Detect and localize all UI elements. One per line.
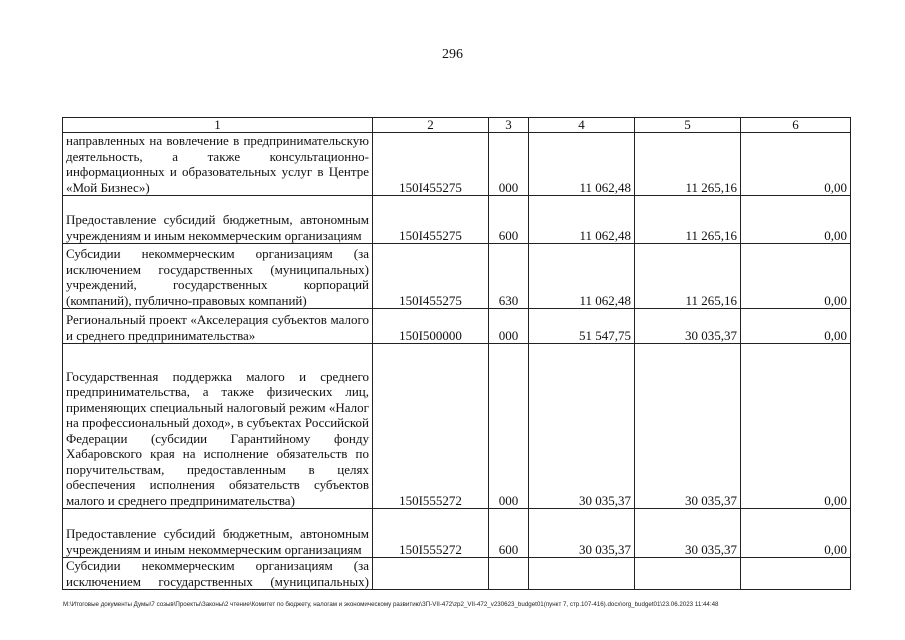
table-row: [63, 558, 851, 590]
row-value-6: 0,00: [741, 309, 851, 344]
page-number: 296: [442, 47, 463, 62]
header-cell: 2: [373, 118, 489, 133]
table-row: [63, 196, 851, 244]
footer-file-path: M:\Итоговые документы Думы\7 созыв\Проекты\Законы\2 чтение\Комитет по бюджету, налогам и экономическому развитию\ЗП-VII-472\zp2_VII-472_v230623_budget01(пункт 7, стр.107-416).docx\org_budget01\23.06.2023 11:44:48: [63, 601, 719, 608]
row-code: 150I555272: [373, 344, 489, 509]
table-row: [63, 133, 851, 196]
table-row: [63, 309, 851, 344]
row-name: Региональный проект «Акселерация субъектов малого и среднего предпринимательства»: [63, 309, 373, 344]
row-value-4: 11 062,48: [529, 244, 635, 309]
header-cell: 1: [63, 118, 373, 133]
row-value-4: 30 035,37: [529, 509, 635, 558]
header-cell: 6: [741, 118, 851, 133]
row-value-5: 30 035,37: [635, 344, 741, 509]
row-name: направленных на вовлечение в предпринимательскую деятельность, а также консультационно-информационных и образовательных услуг в Центре «Мой Бизнес»): [63, 133, 373, 196]
table-header-row: [63, 118, 851, 133]
row-value-6: 0,00: [741, 244, 851, 309]
row-value-4: [529, 558, 635, 590]
row-code: 150I455275: [373, 133, 489, 196]
row-value-4: 51 547,75: [529, 309, 635, 344]
row-kvr: [489, 558, 529, 590]
row-kvr: 630: [489, 244, 529, 309]
row-value-6: 0,00: [741, 509, 851, 558]
row-value-5: 11 265,16: [635, 196, 741, 244]
row-value-5: [635, 558, 741, 590]
row-value-6: 0,00: [741, 196, 851, 244]
row-kvr: 000: [489, 309, 529, 344]
row-kvr: 000: [489, 344, 529, 509]
header-cell: 3: [489, 118, 529, 133]
row-name: Субсидии некоммерческим организациям (за исключением государственных (муниципальных): [63, 558, 373, 590]
row-value-4: 30 035,37: [529, 344, 635, 509]
row-code: 150I555272: [373, 509, 489, 558]
row-value-6: 0,00: [741, 344, 851, 509]
table-row: [63, 509, 851, 558]
row-name: Предоставление субсидий бюджетным, автономным учреждениям и иным некоммерческим организациям: [63, 196, 373, 244]
row-code: 150I455275: [373, 244, 489, 309]
row-value-5: 11 265,16: [635, 133, 741, 196]
row-value-4: 11 062,48: [529, 196, 635, 244]
row-value-6: 0,00: [741, 133, 851, 196]
row-kvr: 600: [489, 196, 529, 244]
row-name: Субсидии некоммерческим организациям (за исключением государственных (муниципальных) учреждений, государственных корпораций (компаний), публично-правовых компаний): [63, 244, 373, 309]
table-row: [63, 244, 851, 309]
row-value-6: [741, 558, 851, 590]
row-value-5: 30 035,37: [635, 309, 741, 344]
table-row: [63, 344, 851, 509]
row-value-5: 30 035,37: [635, 509, 741, 558]
header-cell: 5: [635, 118, 741, 133]
row-kvr: 000: [489, 133, 529, 196]
row-value-5: 11 265,16: [635, 244, 741, 309]
row-code: 150I455275: [373, 196, 489, 244]
row-code: 150I500000: [373, 309, 489, 344]
row-kvr: 600: [489, 509, 529, 558]
budget-table: [62, 117, 851, 590]
row-name: Государственная поддержка малого и среднего предпринимательства, а также физических лиц, применяющих специальный налоговый режим «Налог на профессиональный доход», в субъектах Российской Федерации (субсидии Гарантийному фонду Хабаровского края на исполнение обязательств по поручительствам, предоставленным в целях обеспечения исполнения обязательств субъектов малого и среднего предпринимательства): [63, 344, 373, 509]
header-cell: 4: [529, 118, 635, 133]
row-code: [373, 558, 489, 590]
row-value-4: 11 062,48: [529, 133, 635, 196]
row-name: Предоставление субсидий бюджетным, автономным учреждениям и иным некоммерческим организациям: [63, 509, 373, 558]
